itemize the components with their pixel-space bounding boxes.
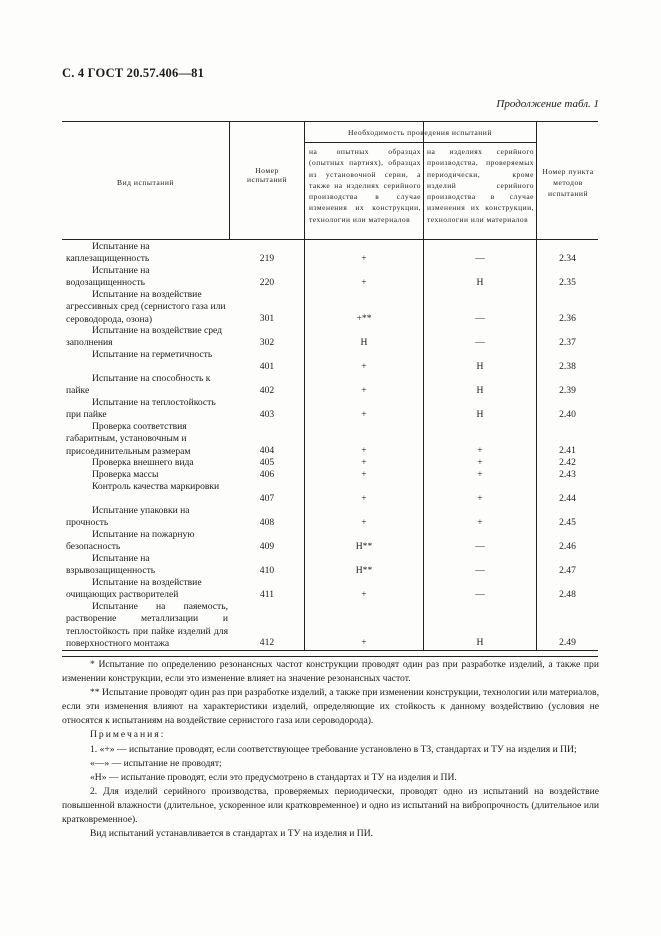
test-number: 406 [259, 469, 275, 480]
method-clause: 2.46 [559, 541, 576, 552]
test-number: 410 [259, 565, 275, 576]
serial-mark: + [477, 517, 483, 528]
notes-heading: Примечания: [90, 729, 166, 741]
prototype-mark: + [361, 493, 367, 504]
test-name: Испытание на способность к пайке [66, 373, 211, 397]
serial-mark: + [477, 493, 483, 504]
method-clause: 2.39 [559, 385, 576, 396]
method-clause: 2.45 [559, 517, 576, 528]
page-title: С. 4 ГОСТ 20.57.406—81 [62, 66, 205, 80]
prototype-mark: +** [356, 313, 372, 324]
test-name: Испытание на воздействие агрессивных сред (сернистого газа или сероводорода, озона) [66, 289, 226, 325]
header-necessity: Необходимость проведения испытаний [348, 128, 492, 137]
test-name: Проверка массы [92, 469, 159, 480]
serial-mark: Н [476, 409, 484, 420]
method-clause: 2.40 [559, 409, 576, 420]
method-clause: 2.49 [559, 637, 576, 648]
prototype-mark: + [361, 457, 367, 468]
serial-mark: + [477, 469, 483, 480]
note-3: Вид испытаний устанавливается в стандартах и ТУ на изделия и ПИ. [90, 828, 374, 840]
serial-mark: Н [476, 385, 484, 396]
table-continuation-label: Продолжение табл. 1 [496, 98, 599, 110]
serial-mark: Н [476, 637, 484, 648]
method-clause: 2.41 [559, 445, 576, 456]
method-clause: 2.47 [559, 565, 576, 576]
footnote-resonance: * Испытание по определению резонансных частот конструкции проводят один раз при разработке изделий, а также при изменении конструкции, если это изменение влияет на значение резонансных частот. [62, 659, 599, 685]
prototype-mark: + [361, 409, 367, 420]
prototype-mark: + [361, 517, 367, 528]
prototype-mark: Н** [355, 565, 373, 576]
divider [304, 142, 536, 143]
tests-table [62, 121, 598, 657]
test-name: Испытание на пожарную безопасность [66, 529, 195, 553]
footnote-double-star: ** Испытание проводят один раз при разработке изделий, а также при изменении конструкции, технологии или материалов, если эти изменения влияют на характеристики изделий, определяющие их стойкость к данному воздействию (условия не относятся к испытаниям на воздействие сернистого газа или сероводорода). [62, 687, 599, 727]
serial-mark: — [475, 565, 485, 576]
prototype-mark: + [361, 361, 367, 372]
test-number: 302 [259, 337, 275, 348]
prototype-mark: + [361, 385, 367, 396]
test-number: 219 [259, 253, 275, 264]
serial-mark: Н [476, 277, 484, 288]
test-name: Испытание на каплезащищенность [66, 241, 150, 265]
divider [229, 122, 230, 239]
header-method-clause: Номер пункта методов испытаний [542, 167, 594, 198]
test-number: 404 [259, 445, 275, 456]
serial-mark: — [475, 589, 485, 600]
note-1: 1. «+» — испытание проводят, если соответствующее требование установлено в ТЗ, стандартах и ТУ на изделия и ПИ; [90, 743, 577, 755]
serial-mark: + [477, 445, 483, 456]
method-clause: 2.34 [559, 253, 576, 264]
test-name: Испытание на воздействие сред заполнения [66, 325, 223, 349]
serial-mark: — [475, 253, 485, 264]
test-number: 401 [259, 361, 275, 372]
test-name: Контроль качества маркировки [92, 481, 220, 492]
test-name: Проверка соответствия габаритным, установочным и присоединительным размерам [66, 421, 191, 457]
test-name: Испытание упаковки на прочность [66, 505, 190, 529]
header-test-type: Вид испытаний [117, 178, 174, 187]
prototype-mark: + [361, 589, 367, 600]
note-2: 2. Для изделий серийного производства, проверяемых периодически, проводят одно из испытаний на воздействие повышенной влажности (длительное, ускоренное или кратковременное) и одно из испытаний на вибропрочность (длительное или кратковременное). [62, 785, 599, 826]
prototype-mark: + [361, 253, 367, 264]
test-number: 405 [259, 457, 275, 468]
test-number: 403 [259, 409, 275, 420]
method-clause: 2.42 [559, 457, 576, 468]
method-clause: 2.38 [559, 361, 576, 372]
prototype-mark: + [361, 445, 367, 456]
test-number: 411 [259, 589, 275, 600]
header-subcol-serial: на изделиях серийного производства, проверяемых периодически, кроме изделий серийного производства в случае изменения их конструкции, технологии или материалов [427, 147, 534, 224]
method-clause: 2.35 [559, 277, 576, 288]
test-number: 407 [259, 493, 275, 504]
method-clause: 2.48 [559, 589, 576, 600]
test-number: 412 [259, 637, 275, 648]
prototype-mark: + [361, 637, 367, 648]
test-name: Испытание на водозащищенность [66, 265, 150, 289]
header-test-number: Номер испытаний [246, 166, 288, 185]
note-1-dash: «—» — испытание не проводят; [90, 757, 222, 769]
test-name: Испытание на взрывозащищенность [66, 553, 156, 577]
test-number: 301 [259, 313, 275, 324]
table-notes [62, 658, 599, 841]
prototype-mark: + [361, 277, 367, 288]
serial-mark: — [475, 541, 485, 552]
test-name: Испытание на герметичность [92, 349, 213, 360]
test-name: Испытание на воздействие очищающих растворителей [66, 577, 202, 601]
test-name: Проверка внешнего вида [92, 457, 194, 468]
method-clause: 2.44 [559, 493, 576, 504]
prototype-mark: Н [360, 337, 368, 348]
test-name: Испытание на теплостойкость при пайке [66, 397, 216, 421]
test-number: 402 [259, 385, 275, 396]
test-number: 408 [259, 517, 275, 528]
divider [62, 239, 598, 240]
test-number: 220 [259, 277, 275, 288]
prototype-mark: + [361, 469, 367, 480]
note-1-n: «Н» — испытание проводят, если это предусмотрено в стандартах и ТУ на изделия и ПИ. [90, 771, 457, 783]
test-name: Испытание на паяемость, растворение металлизации и теплостойкость при пайке изделий для поверхностного монтажа [66, 601, 228, 649]
test-number: 409 [259, 541, 275, 552]
serial-mark: — [475, 313, 485, 324]
method-clause: 2.37 [559, 337, 576, 348]
header-subcol-prototypes: на опытных образцах (опытных партиях), образцах из установочной серии, а также на изделиях серийного производства в случае изменения их конструкции, технологии или материалов [309, 147, 421, 224]
serial-mark: — [475, 337, 485, 348]
method-clause: 2.43 [559, 469, 576, 480]
prototype-mark: Н** [355, 541, 373, 552]
method-clause: 2.36 [559, 313, 576, 324]
serial-mark: + [477, 457, 483, 468]
serial-mark: Н [476, 361, 484, 372]
